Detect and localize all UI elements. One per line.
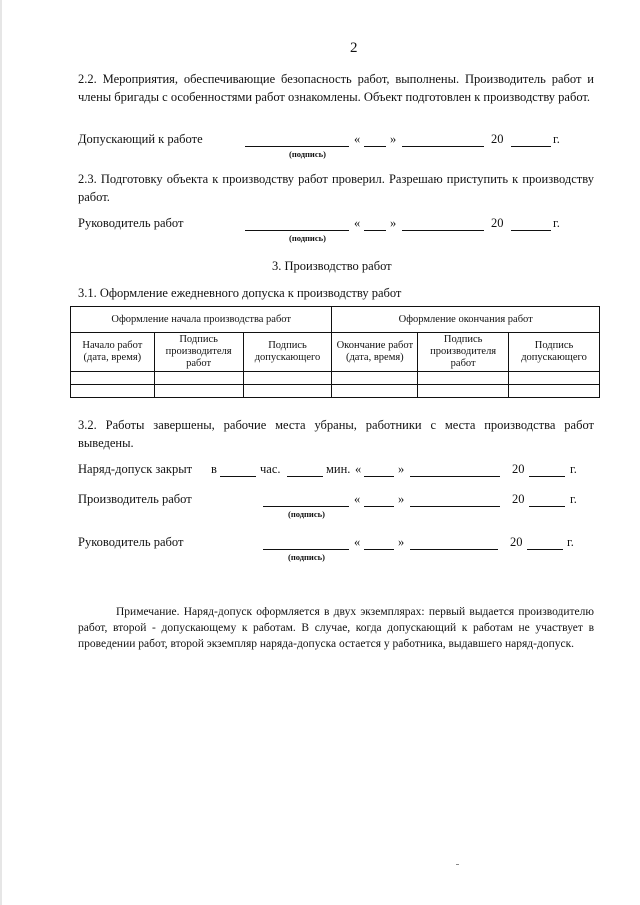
admitter-label: Допускающий к работе — [78, 132, 203, 146]
table-cell[interactable] — [509, 385, 600, 398]
section-3-title: 3. Производство работ — [272, 259, 392, 273]
quote-close: » — [390, 216, 397, 230]
day-line — [220, 476, 256, 477]
quote-open: « — [354, 216, 361, 230]
signature-line — [263, 549, 349, 550]
table-header-producer-signature: Подпись производителя работ — [154, 333, 243, 372]
quote-close: » — [390, 132, 397, 146]
month-line — [410, 476, 500, 477]
table-group-start: Оформление начала производства работ — [71, 307, 332, 333]
year-suffix: г. — [553, 132, 560, 146]
quote-close: » — [398, 492, 405, 506]
note-text: Примечание. Наряд-допуск оформляется в двух экземплярах: первый выдается производителю работ, второй - допускающему к работам. В случае, когда допускающий к работам не участвует в проведении работ, второй экземпляр наряда-допуска остается у работника, выдавшего наряд-допуск. — [78, 606, 594, 650]
quote-open: « — [354, 535, 361, 549]
table-cell[interactable] — [418, 372, 509, 385]
signature-caption: (подпись) — [288, 552, 325, 562]
day-line — [364, 549, 394, 550]
table-cell[interactable] — [509, 372, 600, 385]
quote-close: » — [398, 462, 405, 476]
table-header-start-time: Начало работ (дата, время) — [71, 333, 155, 372]
permit-closed-label: Наряд-допуск закрыт — [78, 462, 193, 476]
year-prefix: 20 — [512, 492, 525, 506]
signature-caption: (подпись) — [289, 149, 326, 159]
signature-line — [263, 506, 349, 507]
month-line — [402, 230, 484, 231]
table-group-end: Оформление окончания работ — [332, 307, 600, 333]
table-row — [71, 385, 600, 398]
daily-permit-table — [70, 306, 600, 398]
table-cell[interactable] — [71, 385, 155, 398]
table-header-producer-signature-end: Подпись производителя работ — [418, 333, 509, 372]
quote-close: » — [398, 535, 405, 549]
year-line — [529, 506, 565, 507]
year-line — [527, 549, 563, 550]
scan-speck — [456, 864, 459, 865]
producer-label: Производитель работ — [78, 492, 192, 506]
year-line — [511, 230, 551, 231]
table-cell[interactable] — [332, 372, 418, 385]
year-suffix: г. — [553, 216, 560, 230]
table-cell[interactable] — [243, 385, 332, 398]
table-cell[interactable] — [154, 385, 243, 398]
section-2-2-text: 2.2. Мероприятия, обеспечивающие безопасность работ, выполнены. Производитель работ и члены бригады с особенностями работ ознакомлены. Объект подготовлен к производству работ. — [78, 72, 594, 104]
year-suffix: г. — [570, 462, 577, 476]
year-line — [511, 146, 551, 147]
month-line — [410, 506, 500, 507]
signature-line — [245, 146, 349, 147]
year-prefix: 20 — [491, 216, 504, 230]
table-cell[interactable] — [332, 385, 418, 398]
year-prefix: 20 — [491, 132, 504, 146]
signature-caption: (подпись) — [288, 509, 325, 519]
quote-open: « — [354, 132, 361, 146]
closed-in: в — [211, 462, 217, 476]
month-line — [410, 549, 498, 550]
table-header-admitter-signature: Подпись допускающего — [243, 333, 332, 372]
year-suffix: г. — [570, 492, 577, 506]
year-prefix: 20 — [512, 462, 525, 476]
table-cell[interactable] — [418, 385, 509, 398]
month-line — [402, 146, 484, 147]
day-line — [364, 230, 386, 231]
signature-line — [245, 230, 349, 231]
page-number: 2 — [350, 40, 358, 56]
table-cell[interactable] — [71, 372, 155, 385]
work-manager-label: Руководитель работ — [78, 535, 184, 549]
table-cell[interactable] — [243, 372, 332, 385]
day-line — [364, 146, 386, 147]
scan-edge — [0, 0, 2, 905]
section-3-2-text: 3.2. Работы завершены, рабочие места убраны, работники с места производства работ выведены. — [78, 418, 594, 450]
day-line — [364, 506, 394, 507]
quote-open: « — [355, 462, 362, 476]
year-suffix: г. — [567, 535, 574, 549]
table-row — [71, 372, 600, 385]
year-prefix: 20 — [510, 535, 523, 549]
quote-open: « — [354, 492, 361, 506]
manager-label: Руководитель работ — [78, 216, 184, 230]
closed-hour: час. — [260, 462, 281, 476]
section-3-1-title: 3.1. Оформление ежедневного допуска к производству работ — [78, 286, 402, 300]
section-2-3-text: 2.3. Подготовку объекта к производству работ проверил. Разрешаю приступить к производству работ. — [78, 172, 594, 204]
table-header-admitter-signature-end: Подпись допускающего — [509, 333, 600, 372]
table-cell[interactable] — [154, 372, 243, 385]
signature-caption: (подпись) — [289, 233, 326, 243]
table-header-end-time: Окончание работ (дата, время) — [332, 333, 418, 372]
hour-line — [287, 476, 323, 477]
day-line — [364, 476, 394, 477]
closed-min: мин. — [326, 462, 351, 476]
year-line — [529, 476, 565, 477]
